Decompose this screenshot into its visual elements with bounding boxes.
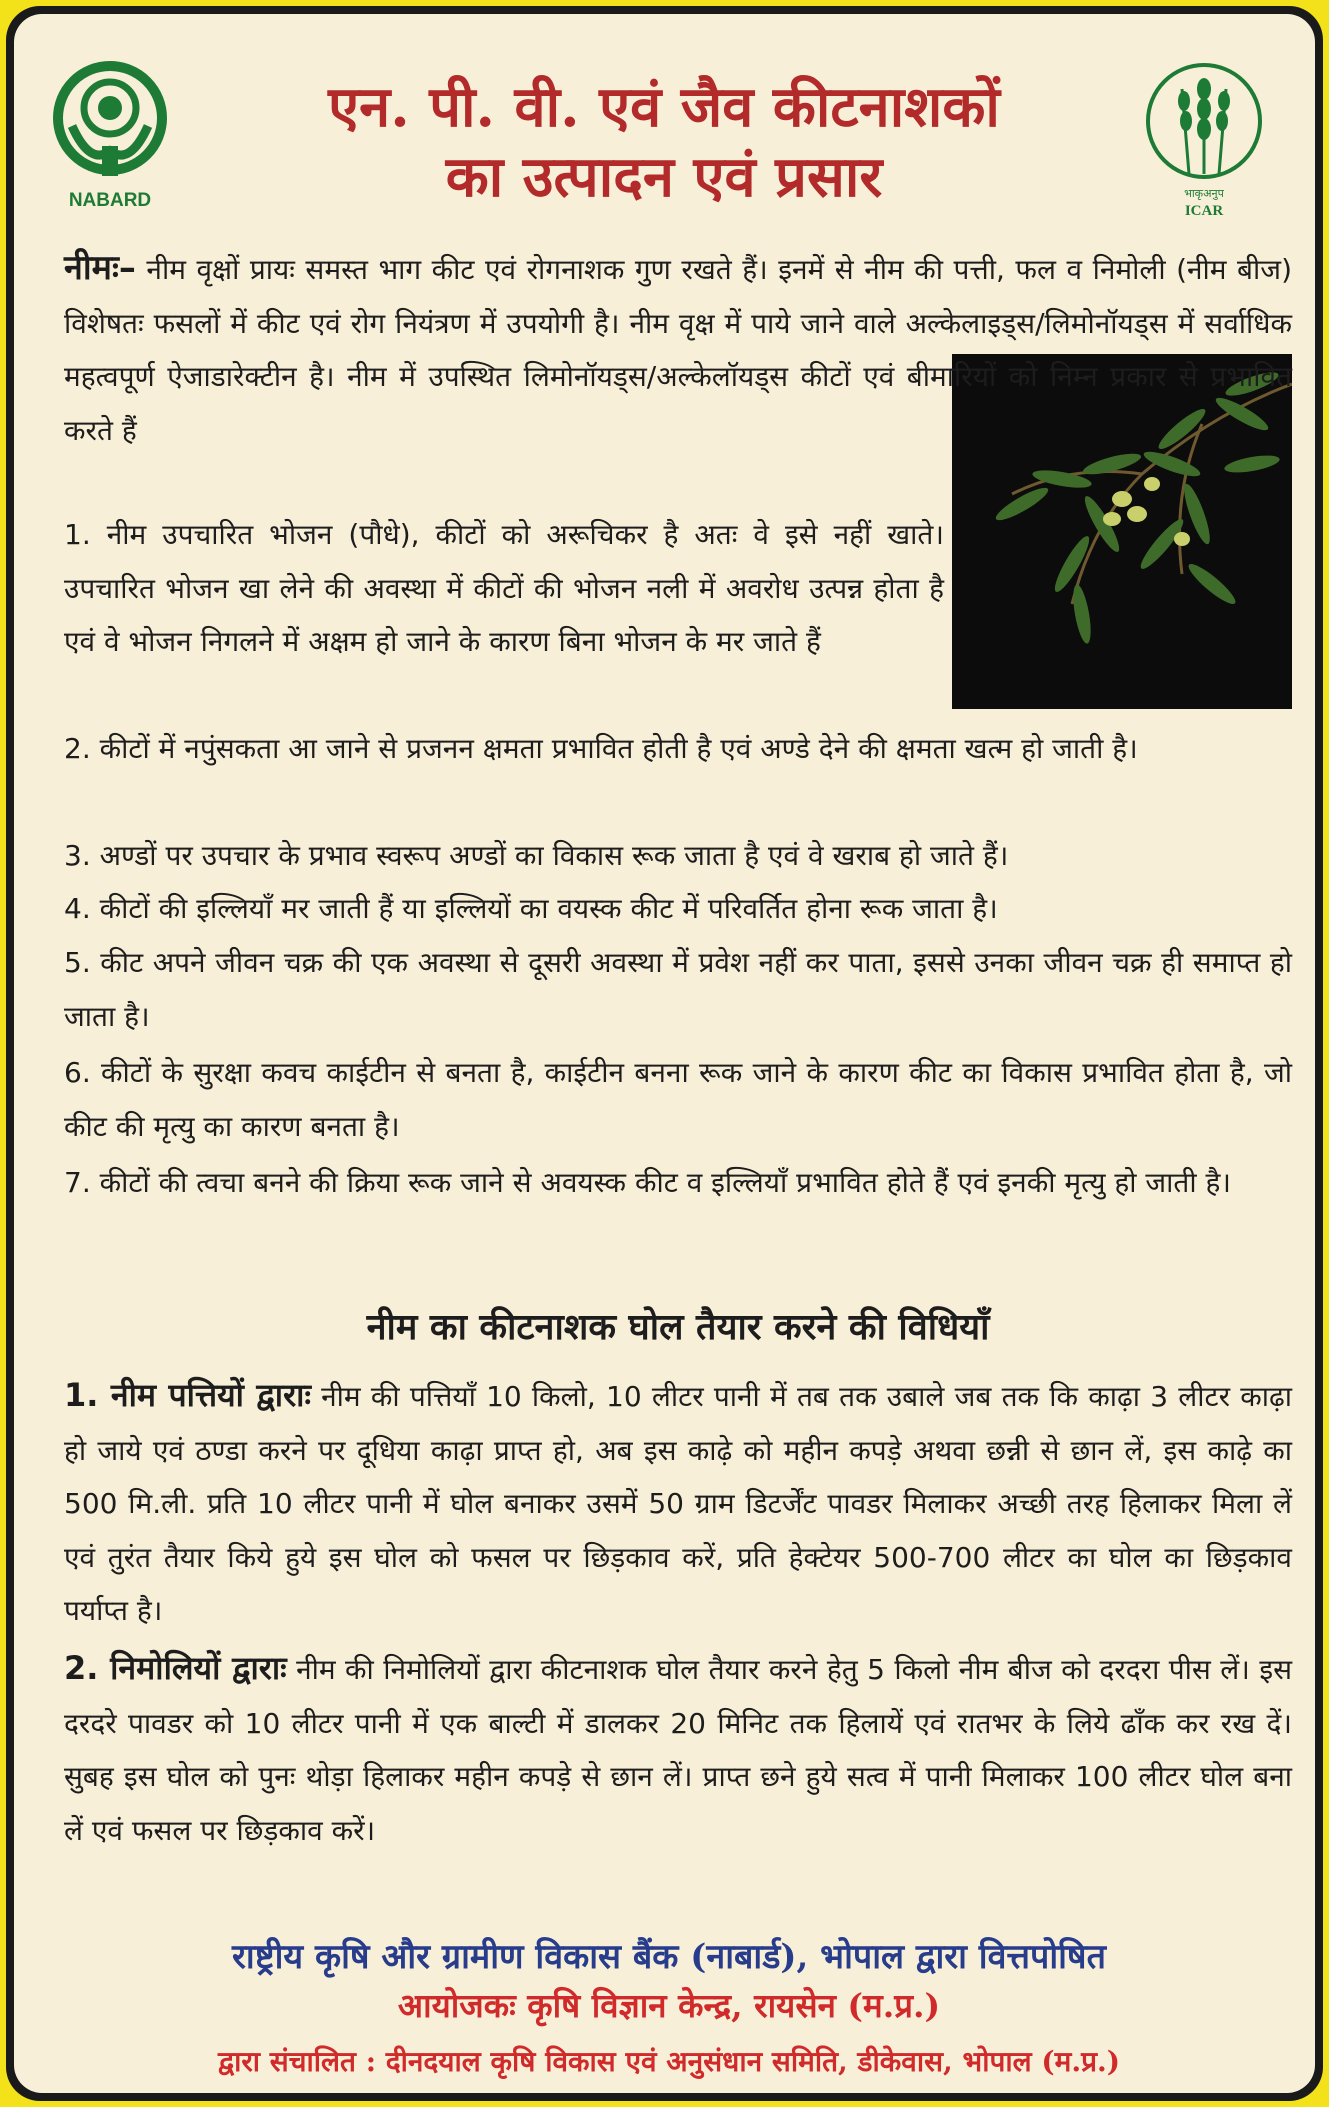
footer-funding: राष्ट्रीय कृषि और ग्रामीण विकास बैंक (नाबार्ड), भोपाल द्वारा वित्तपोषित [232,1937,1106,1977]
methods-heading: नीम का कीटनाशक घोल तैयार करने की विधियाँ [366,1307,990,1348]
effect-point-7: 7. कीटों की त्वचा बनने की क्रिया रूक जाने से अवयस्क कीट व इल्लियाँ प्रभावित होते हैं एवं इनकी मृत्यु हो जाती है। [64,1166,1232,1199]
method-1 [64,1369,1292,1638]
effect-point-5: 5. कीट अपने जीवन चक्र की एक अवस्था से दूसरी अवस्था में प्रवेश नहीं कर पाता, इससे उनका जीवन चक्र ही समाप्त हो जाता है। [64,946,1292,1033]
poster-body [14,14,1315,2093]
method-2-text: नीम की निमोलियों द्वारा कीटनाशक घोल तैयार करने हेतु 5 किलो नीम बीज को दरदरा पीस लें। इस दरदरे पावडर को 10 लीटर पानी में एक बाल्टी में डालकर 20 मिनिट तक हिलायें एवं रातभर के लिये ढाँक कर रख दें। सुबह इस घोल को पुनः थोड़ा हिलाकर महीन कपड़े से छान लें। प्राप्त छने हुये सत्व में पानी मिलाकर 100 लीटर घोल बना लें एवं फसल पर छिड़काव करें। [64,1653,1292,1847]
nabard-logo [50,56,170,216]
method-2-label: 2. निमोलियों द्वाराः [64,1649,287,1687]
effect-point-3: 3. अण्डों पर उपचार के प्रभाव स्वरूप अण्डों का विकास रूक जाता है एवं वे खराब हो जाते हैं। [64,839,1009,872]
effect-point-6: 6. कीटों के सुरक्षा कवच काईटीन से बनता है, काईटीन बनना रूक जाने के कारण कीट का विकास प्रभावित होता है, जो कीट की मृत्यु का कारण बनता है। [64,1056,1292,1143]
icar-logo-text: ICAR [1184,203,1224,219]
method-1-text: नीम की पत्तियाँ 10 किलो, 10 लीटर पानी में तब तक उबाले जब तक कि काढ़ा 3 लीटर काढ़ा हो जाये एवं ठण्डा करने पर दूधिया काढ़ा प्राप्त हो, अब इस काढ़े को महीन कपड़े अथवा छन्नी से छान लें, इस काढ़े का 500 मि.ली. प्रति 10 लीटर पानी में घोल बनाकर उसमें 50 ग्राम डिटर्जेंट पावडर मिलाकर अच्छी तरह हिलाकर मिला लें एवं तुरंत तैयार किये हुये इस घोल को फसल पर छिड़काव करें, प्रति हेक्टेयर 500-700 लीटर का घोल का छिड़काव पर्याप्त है। [64,1380,1293,1627]
icar-emblem-icon [1134,49,1274,224]
effect-point-2: 2. कीटों में नपुंसकता आ जाने से प्रजनन क्षमता प्रभावित होती है एवं अण्डे देने की क्षमता खत्म हो जाती है। [64,732,1138,765]
icar-hindi-text: भाकृअनुप [1184,187,1224,200]
footer-operator: द्वारा संचालित : दीनदयाल कृषि विकास एवं अनुसंधान समिति, डीकेवास, भोपाल (म.प्र.) [217,2045,1120,2078]
nabard-logo-text: NABARD [68,190,152,211]
poster-title-line1: एन. पी. वी. एवं जैव कीटनाशकों [328,74,1000,140]
poster-frame [6,6,1323,2101]
intro-label: नीमः– [64,248,136,288]
effect-point-1: 1. नीम उपचारित भोजन (पौधे), कीटों को अरूचिकर है अतः वे इसे नहीं खाते। उपचारित भोजन खा लेने की अवस्था में कीटों की भोजन नली में अवरोध उत्पन्न होता है एवं वे भोजन निगलने में अक्षम हो जाने के कारण बिना भोजन के मर जाते हैं [64,518,944,658]
method-1-label: 1. नीम पत्तियों द्वाराः [64,1376,311,1414]
nabard-emblem-icon [50,56,170,216]
icar-logo [1134,49,1274,224]
method-2 [64,1642,1292,1857]
footer-organizer: आयोजकः कृषि विज्ञान केन्द्र, रायसेन (म.प्र.) [397,1986,941,2025]
poster-title-line2: का उत्पादन एवं प्रसार [445,144,883,210]
effect-point-4: 4. कीटों की इल्लियाँ मर जाती हैं या इल्लियों का वयस्क कीट में परिवर्तित होना रूक जाता है। [64,892,998,925]
intro-paragraph [64,242,1292,457]
intro-text: नीम वृक्षों प्रायः समस्त भाग कीट एवं रोगनाशक गुण रखते हैं। इनमें से नीम की पत्ती, फल व निमोली (नीम बीज) विशेषतः फसलों में कीट एवं रोग नियंत्रण में उपयोगी है। नीम वृक्ष में पाये जाने वाले अल्केलाइड्स/लिमोनॉयड्स में सर्वाधिक महत्वपूर्ण ऐजाडारेक्टीन है। नीम में उपस्थित लिमोनॉयड्स/अल्केलॉयड्स कीटों एवं बीमारियों को निम्न प्रकार से प्रभावित करते हैं [64,253,1293,447]
